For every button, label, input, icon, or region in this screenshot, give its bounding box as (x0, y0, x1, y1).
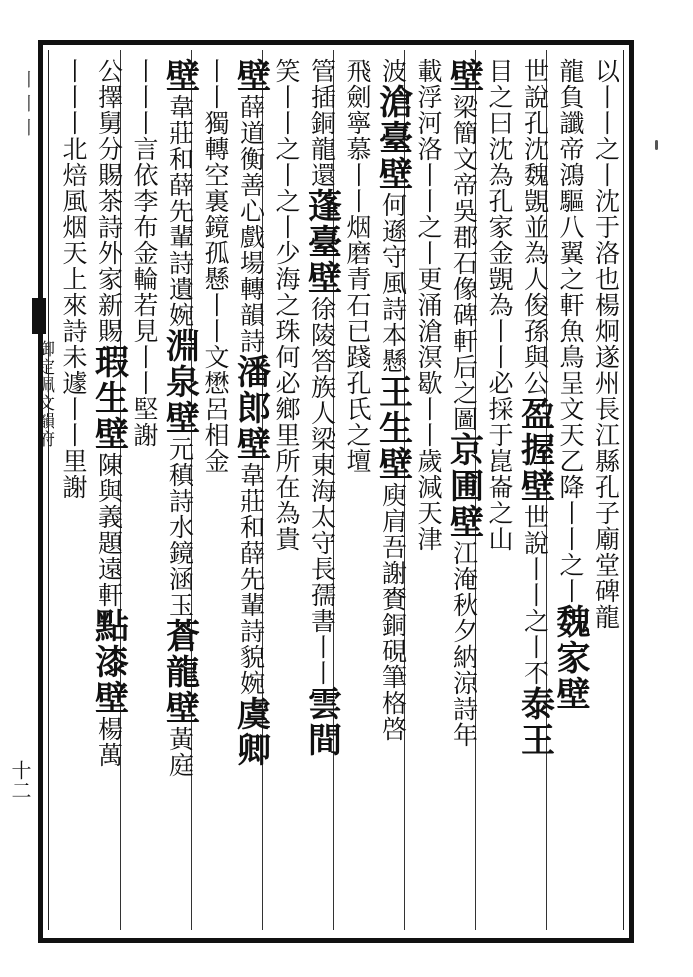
entry-text: 梁簡文帝吳郡石像碑軒后之圖 (449, 94, 479, 432)
entry-heading: 京圃壁 (443, 432, 484, 540)
entry-heading: 雲間 (301, 686, 342, 758)
entry-heading: 滄臺壁 (372, 84, 413, 192)
entry-text: 楊萬 (94, 716, 124, 768)
entry-text: 庾肩吾謝賚銅硯筆格啓 (378, 482, 408, 742)
entry-text: 龍負讖帝鴻驅八翼之軒魚鳥呈文天乙降丨丨之丨 (556, 58, 585, 604)
entry-text: 韋莊和薛先輩詩遺婉 (165, 94, 195, 328)
entry-text: 陳與義題遠軒 (94, 452, 124, 608)
entry-heading: 點漆壁 (88, 608, 129, 716)
entry-text: 必採于崑崙之山 (485, 370, 514, 552)
page-number: 十二 (8, 760, 32, 800)
entry-heading: 盈握壁 (514, 396, 555, 504)
entry-text: 飛劍寧慕丨丨 (343, 58, 372, 214)
entry-text: 輪若見丨丨 (130, 266, 159, 396)
entry-text: 里謝 (59, 448, 88, 500)
entry-heading: 壁 (159, 58, 200, 94)
entry-text: 韋莊和薛先輩詩貌婉 (236, 462, 266, 696)
entry-text: 丨丨文懋呂相金 (201, 292, 230, 474)
entry-text: 波 (378, 58, 408, 84)
entry-text: 世說孔沈魏覬並為人俊孫與公 (520, 58, 550, 396)
left-margin (0, 0, 54, 977)
entry-text: 何遜守風詩本懸 (378, 192, 408, 374)
entry-text: 詩未遽丨丨 (59, 318, 88, 448)
entry-text: 歇丨丨歲減天津 (414, 370, 443, 552)
entry-text: 笑丨丨之丨 (272, 58, 301, 188)
entry-text: 公擇舅分賜茶詩外家新賜 (94, 58, 124, 344)
entry-heading: 潘郎壁 (230, 354, 271, 462)
entry-text: 烟磨青石已踐孔氏之壇 (343, 214, 372, 474)
entry-heading: 虞卿 (230, 696, 271, 768)
entry-heading: 泰王 (514, 686, 555, 758)
entry-text: 丨丨獨轉空裏鏡孤懸 (201, 58, 230, 292)
entry-text: 黃庭 (165, 726, 195, 778)
margin-ticks: 丨丨丨 (17, 70, 38, 142)
entry-heading: 壁 (230, 58, 271, 94)
text-column-16 (50, 58, 96, 930)
entry-heading: 壁 (443, 58, 484, 94)
entry-text: 世說丨丨之丨不 (520, 504, 550, 686)
entry-text: 江淹秋夕納涼詩年 (449, 540, 479, 748)
entry-text: 丨丨丨北焙風烟天上來 (59, 58, 88, 318)
entry-text: 堅謝 (130, 396, 159, 448)
entry-heading: 王生壁 (372, 374, 413, 482)
entry-text: 管插銅龍還 (307, 58, 337, 188)
entry-text: 載浮河洛丨丨之丨更涌滄溟 (414, 58, 443, 370)
entry-text: 丨丨丨言依李布金 (130, 58, 159, 266)
book-title: 御定佩文韻府 (34, 340, 54, 448)
entry-heading: 魏家壁 (550, 604, 590, 712)
entry-heading: 瑕生壁 (88, 344, 129, 452)
entry-text: 以丨丨之丨沈于洛也楊炯遂州長江縣孔子廟堂碑 (591, 58, 621, 604)
ink-speck (655, 140, 658, 150)
entry-heading: 蓬臺壁 (301, 188, 342, 296)
entry-text: 薛道衡善心戲場轉韻詩 (236, 94, 266, 354)
entry-heading: 蒼龍壁 (159, 618, 200, 726)
entry-text: 元稹詩水鏡涵玉 (165, 436, 195, 618)
entry-text: 之丨少海之珠何必鄉里所在為貴 (272, 188, 301, 552)
entry-text: 龍 (591, 604, 621, 630)
entry-heading: 淵泉壁 (159, 328, 200, 436)
entry-text: 目之曰沈為孔家金覬為丨丨 (485, 58, 514, 370)
entry-text: 徐陵答族人梁東海太守長孺書丨丨 (307, 296, 337, 686)
